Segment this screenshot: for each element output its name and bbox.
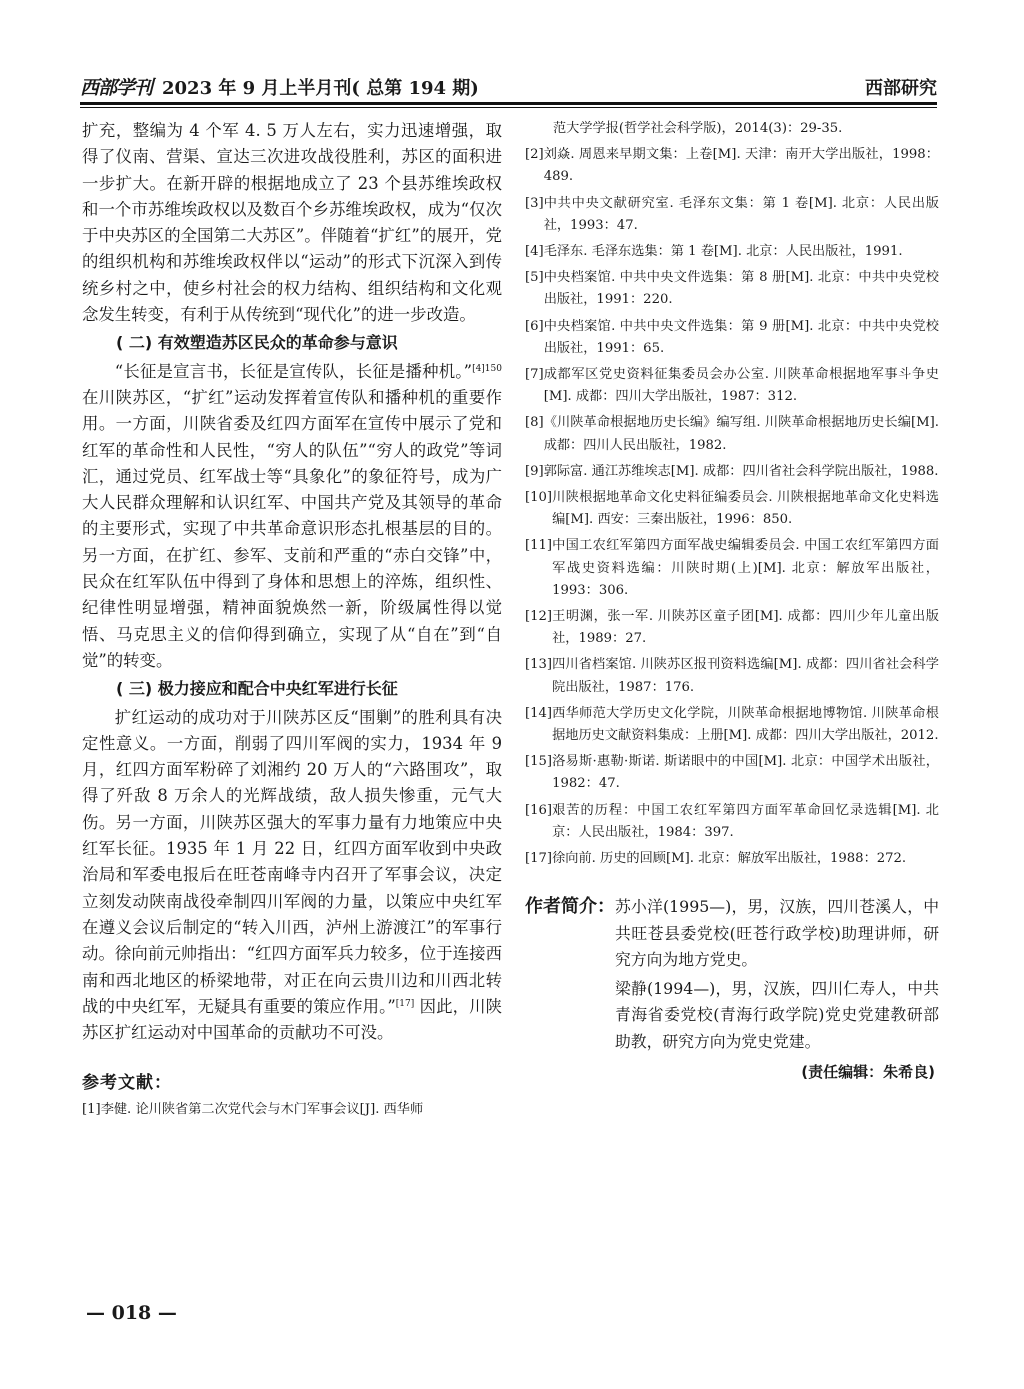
- reference-number: [13]: [525, 657, 553, 673]
- reference-text: 刘焱. 周恩来早期文集：上卷[M]. 天津：南开大学出版社，1998：489.: [543, 147, 939, 185]
- reference-item: [525, 144, 939, 188]
- reference-text: 徐向前. 历史的回顾[M]. 北京：解放军出版社，1988：272.: [552, 851, 907, 867]
- reference-list: [525, 144, 939, 870]
- page-number: — 018 —: [86, 1302, 177, 1324]
- citation-superscript: [17]: [395, 998, 415, 1009]
- reference-text: 西华师范大学历史文化学院，川陕革命根据地博物馆. 川陕革命根据地历史文献资料集成：上册[M]. 成都：四川大学出版社，2012.: [552, 705, 939, 744]
- reference-number: [7]: [525, 367, 544, 383]
- author-bio-1: 苏小洋(1995—)，男，汉族，四川苍溪人，中共旺苍县委党校(旺苍行政学校)助理讲师，研究方向为地方党史。: [615, 897, 939, 970]
- reference-number: [6]: [525, 318, 544, 334]
- section-name: 西部研究: [865, 78, 937, 99]
- reference-number: [4]: [525, 244, 544, 260]
- running-header: [80, 70, 937, 100]
- reference-text: 中共中央文献研究室. 毛泽东文集：第 1 卷[M]. 北京：人民出版社，1993：47.: [543, 195, 939, 233]
- para-3-text-b: 因此，川陕苏区扩红运动对中国革命的贡献功不可没。: [82, 996, 502, 1043]
- reference-number: [11]: [525, 538, 553, 554]
- references-title: 参考文献：: [82, 1073, 172, 1094]
- reference-number: [16]: [525, 802, 553, 818]
- reference-text: 郭际富. 通江苏维埃志[M]. 成都：四川省社会科学院出版社，1988.: [543, 463, 939, 479]
- reference-text: 艰苦的历程：中国工农红军第四方面军革命回忆录选辑[M]. 北京：人民出版社，1984：397.: [552, 802, 939, 840]
- reference-item: [525, 241, 939, 263]
- citation-superscript: [4]150: [472, 363, 502, 374]
- reference-number: [12]: [525, 609, 553, 625]
- reference-text: 李健. 论川陕省第二次党代会与木门军事会议[J]. 西华师: [100, 1102, 424, 1118]
- reference-text: 《川陕革命根据地历史长编》编写组. 川陕革命根据地历史长编[M]. 成都：四川人民出版社，1982.: [543, 415, 939, 453]
- reference-text: 王明渊，张一军. 川陕苏区童子团[M]. 成都：四川少年儿童出版社，1989：27.: [552, 609, 939, 647]
- reference-number: [1]: [82, 1102, 101, 1118]
- reference-item: [525, 751, 939, 795]
- reference-text: 川陕根据地革命文化史料征编委员会. 川陕根据地革命文化史料选编[M]. 西安：三秦出版社，1996：850.: [552, 490, 939, 528]
- reference-text: 中央档案馆. 中共中央文件选集：第 8 册[M]. 北京：中共中央党校出版社，1991：220.: [543, 270, 939, 308]
- body-paragraph-2: [82, 359, 502, 675]
- reference-item: [525, 535, 939, 602]
- reference-item: [82, 1099, 502, 1121]
- section-heading-3: ( 三) 极力接应和配合中央红军进行长征: [116, 679, 398, 699]
- para-2-text-b: 在川陕苏区，“扩红”运动发挥着宣传队和播种机的重要作用。一方面，川陕省委及红四方面军在宣传中展示了党和红军的革命性和人民性，“穷人的队伍”“穷人的政党”等词汇，通过党员、红军战士等“具象化”的象征符号，成为广大人民群众理解和认识红军、中国共产党及其领导的革命的主要形式，实现了中共革命意识形态扎根基层的目的。另一方面，在扩红、参军、支前和严重的“赤白交锋”中，民众在红军队伍中得到了身体和思想上的淬炼，组织性、纪律性明显增强，精神面貌焕然一新，阶级属性得以觉悟、马克思主义的信仰得到确立，实现了从“自在”到“自觉”的转变。: [82, 387, 502, 670]
- reference-number: [2]: [525, 147, 544, 163]
- reference-item: [525, 703, 939, 747]
- reference-item: [525, 487, 939, 531]
- responsible-editor: (责任编辑：朱希良): [801, 1063, 935, 1082]
- journal-logo: 西部学刊: [80, 77, 153, 99]
- body-paragraph-3: [82, 705, 502, 1047]
- reference-text: 中国工农红军第四方面军战史编辑委员会. 中国工农红军第四方面军战史资料选编：川陕时期(上)[M]. 北京：解放军出版社，1993：306.: [552, 538, 939, 598]
- reference-text: 毛泽东. 毛泽东选集：第 1 卷[M]. 北京：人民出版社，1991.: [543, 244, 903, 260]
- reference-item: [525, 193, 939, 237]
- reference-number: [10]: [525, 490, 553, 506]
- reference-number: [15]: [525, 754, 553, 770]
- right-column: [525, 118, 939, 1082]
- left-column: [82, 118, 502, 1122]
- reference-number: [8]: [525, 415, 544, 431]
- reference-text: 中央档案馆. 中共中央文件选集：第 9 册[M]. 北京：中共中央党校出版社，1991：65.: [543, 318, 939, 356]
- reference-item: [525, 654, 939, 698]
- header-rule-thin: [80, 107, 937, 108]
- header-rule: [80, 102, 937, 105]
- para-3-text-a: 扩红运动的成功对于川陕苏区反“围剿”的胜利具有决定性意义。一方面，削弱了四川军阀的实力，1934 年 9 月，红四方面军粉碎了刘湘约 20 万人的“六路围攻”，取得了歼敌 8 万余人的光辉战绩，敌人损失惨重，元气大伤。另一方面，川陕苏区强大的军事力量有力地策应中央红军长征。1935 年 1 月 22 日，红四方面军收到中央政治局和军委电报后在旺苍南峰寺内召开了军事会议，决定立刻发动陕南战役牵制四川军阀的力量，以策应中央红军在遵义会议后制定的“转入川西，泸州上游渡江”的军事行动。徐向前元帅指出：“红四方面军兵力较多，位于连接西南和西北地区的桥梁地带，对正在向云贵川边和川西北转战的中央红军，无疑具有重要的策应作用。”: [82, 707, 502, 1016]
- reference-number: [14]: [525, 705, 553, 721]
- body-paragraph-1: 扩充，整编为 4 个军 4. 5 万人左右，实力迅速增强，取得了仪南、营渠、宣达三次进攻战役胜利，苏区的面积进一步扩大。在新开辟的根据地成立了 23 个县苏维埃政权和一个市苏维埃政权以及数百个乡苏维埃政权，成为“仅次于中央苏区的全国第二大苏区”。伴随着“扩红”的展开，党的组织机构和苏维埃政权伴以“运动”的形式下沉深入到传统乡村之中，使乡村社会的权力结构、组织结构和文化观念发生转变，有利于从传统到“现代化”的进一步改造。: [82, 121, 502, 325]
- reference-number: [3]: [525, 195, 544, 211]
- reference-number: [5]: [525, 270, 544, 286]
- author-bio-2: 梁静(1994—)，男，汉族，四川仁寿人，中共青海省委党校(青海行政学院)党史党建教研部助教，研究方向为党史党建。: [615, 978, 939, 1051]
- reference-item: [525, 316, 939, 360]
- reference-text: 洛易斯·惠勒·斯诺. 斯诺眼中的中国[M]. 北京：中国学术出版社，1982：47.: [552, 754, 939, 792]
- reference-text: 成都军区党史资料征集委员会办公室. 川陕革命根据地军事斗争史[M]. 成都：四川大学出版社，1987：312.: [543, 367, 939, 405]
- reference-number: [9]: [525, 463, 544, 479]
- issue-info: 2023 年 9 月上半月刊( 总第 194 期): [162, 78, 479, 99]
- reference-item: [525, 848, 939, 870]
- reference-item: [525, 364, 939, 408]
- author-info: [525, 894, 939, 1057]
- para-2-text-a: “长征是宣言书，长征是宣传队，长征是播种机。”: [114, 361, 473, 381]
- reference-item: [525, 606, 939, 650]
- author-body: [615, 894, 939, 1057]
- reference-item: [525, 800, 939, 844]
- reference-item: [525, 412, 939, 456]
- reference-item: [525, 267, 939, 311]
- reference-item: [525, 461, 939, 483]
- reference-continuation: 范大学学报(哲学社会科学版)，2014(3)：29-35.: [553, 121, 843, 136]
- reference-number: [17]: [525, 851, 553, 867]
- reference-text: 四川省档案馆. 川陕苏区报刊资料选编[M]. 成都：四川省社会科学院出版社，1987：176.: [552, 657, 939, 695]
- author-label: 作者简介：: [525, 896, 615, 918]
- section-heading-2: ( 二) 有效塑造苏区民众的革命参与意识: [116, 333, 398, 353]
